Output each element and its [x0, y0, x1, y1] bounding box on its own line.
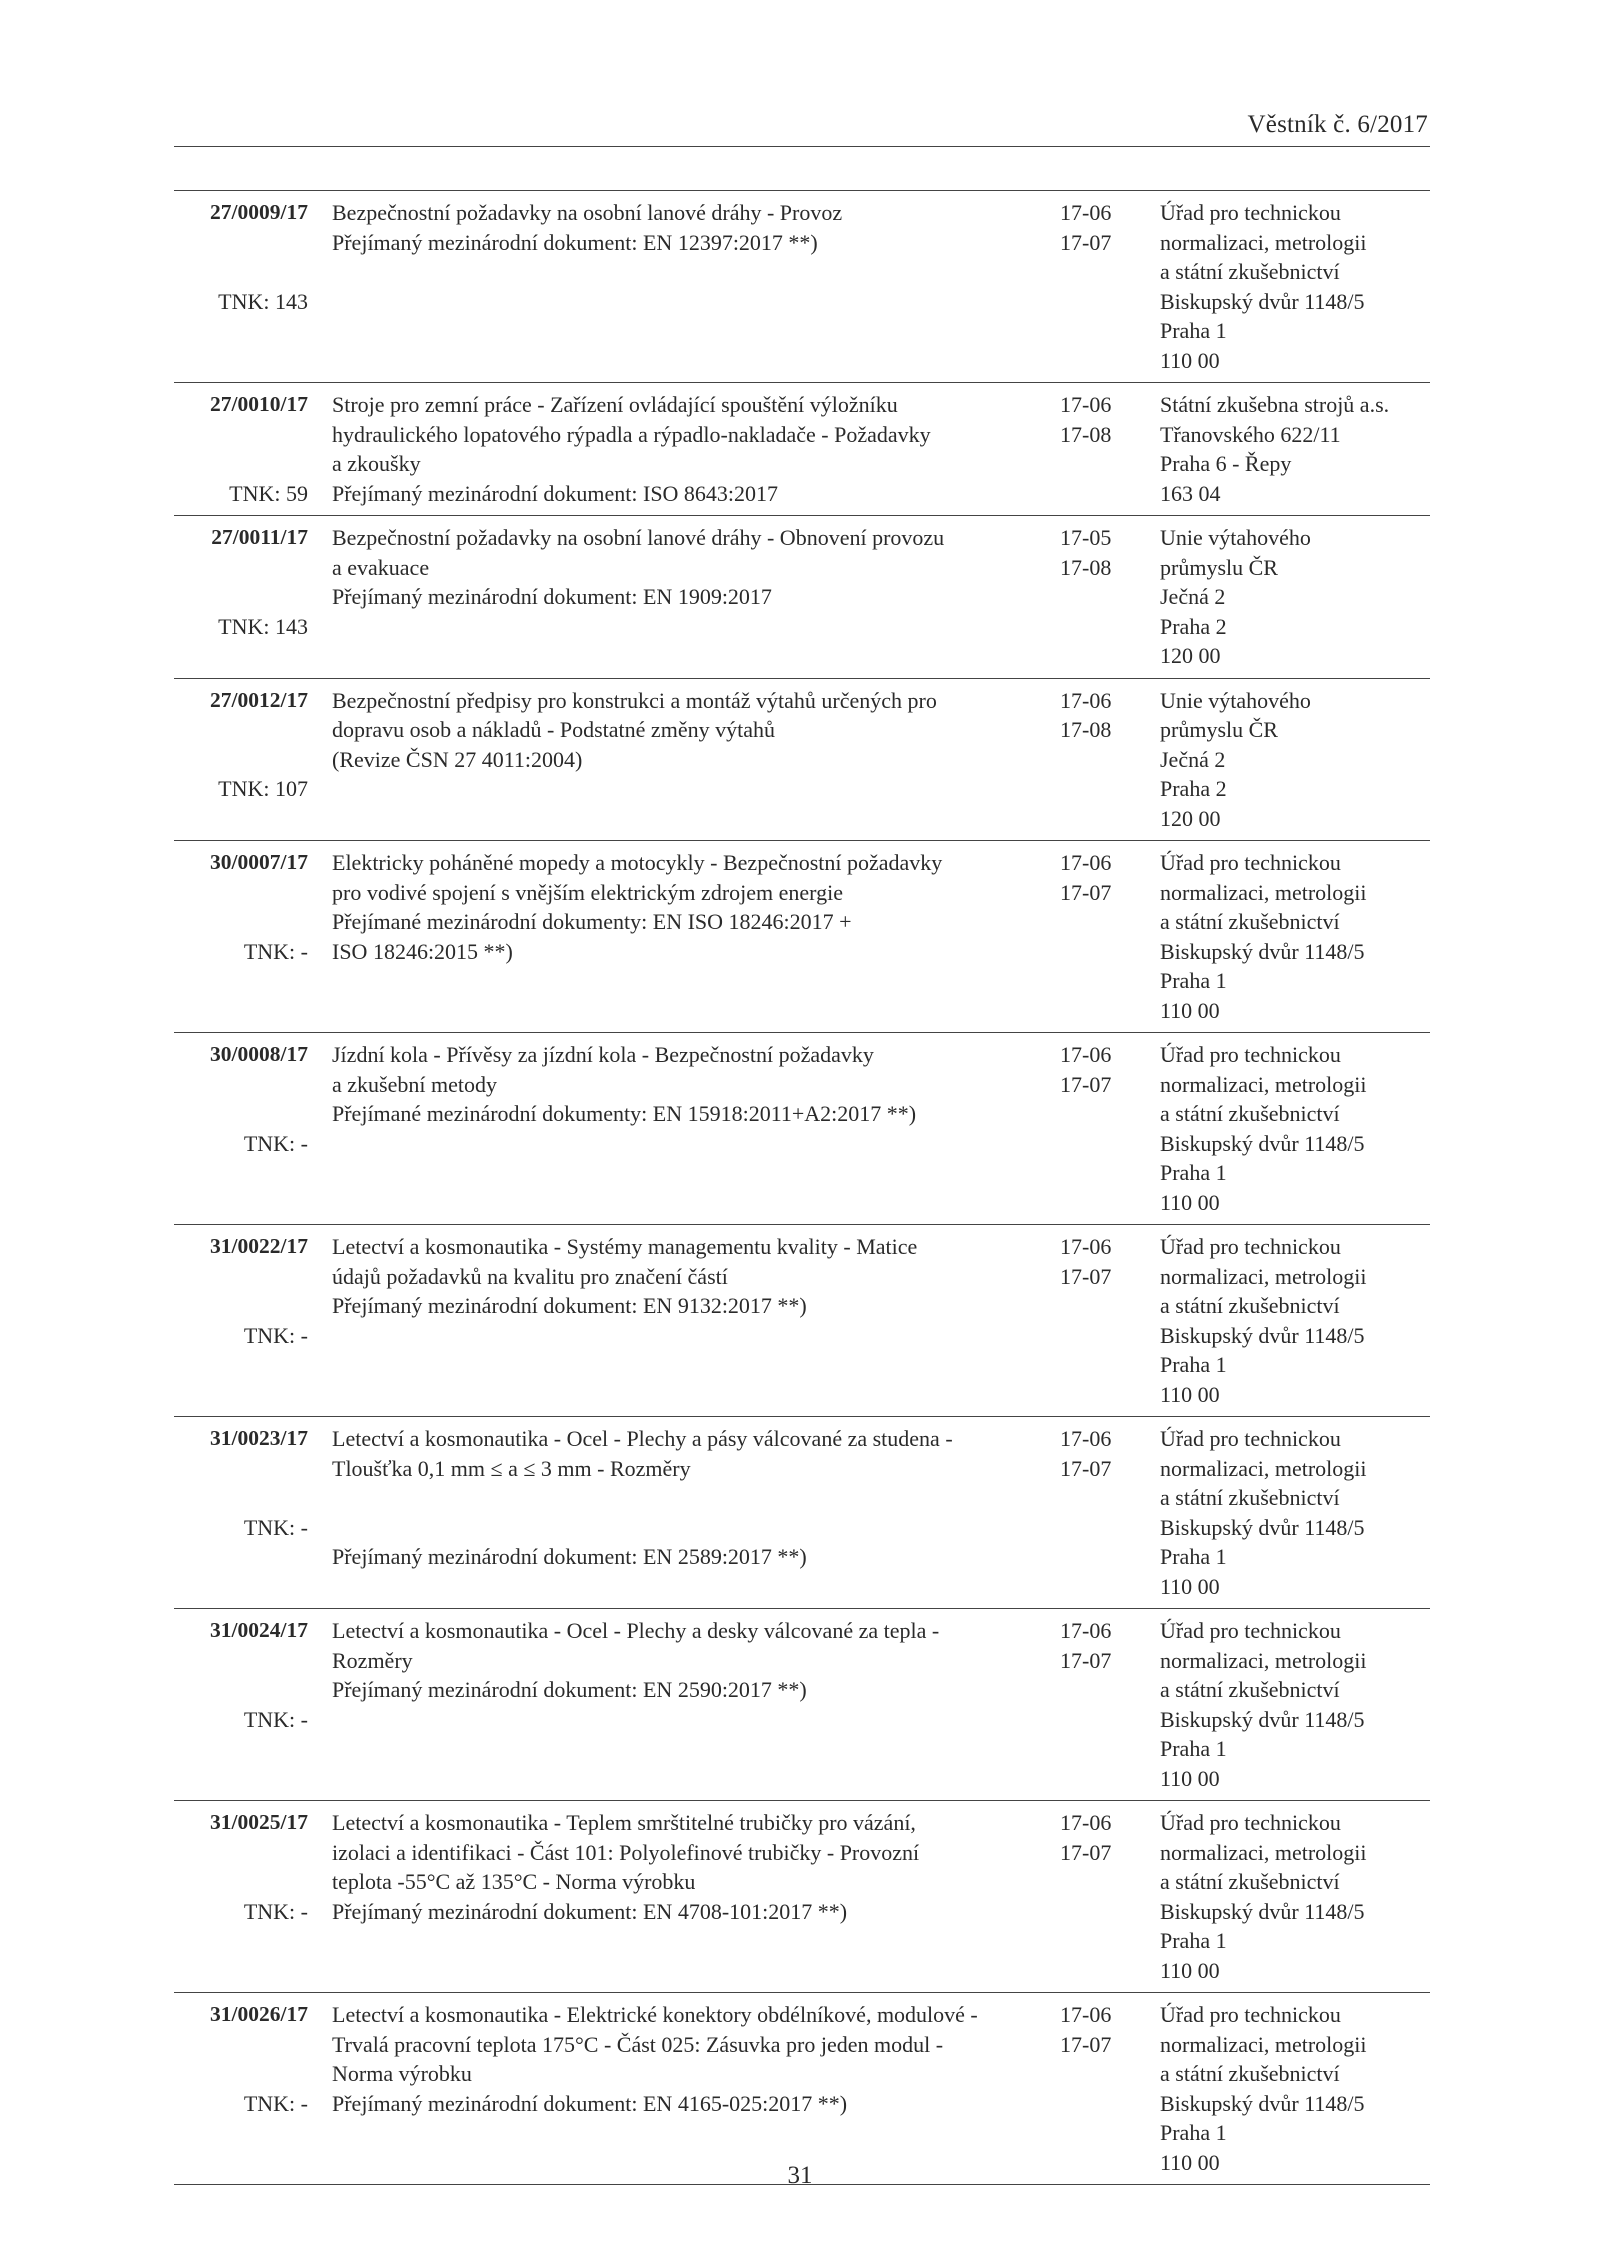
end-date: 17-07 — [1060, 1071, 1112, 1097]
description-line: Přejímaný mezinárodní dokument: EN 2589:2017 **) — [332, 1544, 807, 1569]
description-line: a evakuace — [332, 554, 430, 580]
address-line: Ječná 2 — [1160, 584, 1226, 609]
dates-cell — [1060, 1232, 1130, 1291]
tnk-label: TNK: - — [243, 1514, 308, 1540]
description-line: Stroje pro zemní práce - Zařízení ovládající spouštění výložníku — [332, 392, 898, 417]
dates-cell — [1060, 1808, 1130, 1867]
address-cell — [1160, 2000, 1430, 2177]
address-line: normalizaci, metrologii — [1160, 1071, 1367, 1097]
end-date: 17-07 — [1060, 1455, 1112, 1481]
address-line: normalizaci, metrologii — [1160, 229, 1367, 255]
description-line: Tloušťka 0,1 mm ≤ a ≤ 3 mm - Rozměry — [332, 1455, 691, 1481]
address-line: Úřad pro technickou — [1160, 1810, 1341, 1835]
description-cell — [332, 679, 937, 781]
address-line: Biskupský dvůr 1148/5 — [1160, 288, 1365, 314]
address-line: a státní zkušebnictví — [1160, 1677, 1340, 1702]
description-line: Bezpečnostní požadavky na osobní lanové dráhy - Obnovení provozu — [332, 525, 945, 550]
address-line: Biskupský dvůr 1148/5 — [1160, 1514, 1365, 1540]
start-date: 17-06 — [1060, 1810, 1112, 1835]
address-line: 120 00 — [1160, 805, 1221, 831]
code-cell — [174, 848, 308, 1032]
standard-code: 27/0010/17 — [210, 392, 308, 416]
address-line: Praha 1 — [1160, 1160, 1227, 1185]
address-line: 110 00 — [1160, 1189, 1220, 1215]
description-cell — [332, 191, 902, 263]
description-line: Přejímané mezinárodní dokumenty: EN ISO 18246:2017 + — [332, 909, 852, 934]
end-date: 17-07 — [1060, 1647, 1112, 1673]
description-line: Trvalá pracovní teplota 175°C - Část 025: Zásuvka pro jeden modul - — [332, 2031, 944, 2057]
address-line: normalizaci, metrologii — [1160, 1263, 1367, 1289]
description-line: a zkoušky — [332, 451, 421, 476]
page-header — [174, 108, 1430, 147]
address-line: a státní zkušebnictví — [1160, 1293, 1340, 1318]
address-line: Praha 2 — [1160, 613, 1227, 639]
description-line: (Revize ČSN 27 4011:2004) — [332, 746, 583, 772]
address-line: a státní zkušebnictví — [1160, 909, 1340, 934]
address-line: Praha 1 — [1160, 1544, 1227, 1569]
address-line: Praha 1 — [1160, 968, 1227, 993]
standard-code: 27/0012/17 — [210, 687, 308, 712]
tnk-label: TNK: 59 — [229, 480, 308, 506]
description-line: Elektricky poháněné mopedy a motocykly - Bezpečnostní požadavky — [332, 850, 943, 875]
address-line: normalizaci, metrologii — [1160, 879, 1367, 905]
code-cell — [174, 523, 308, 678]
address-line: Úřad pro technickou — [1160, 1618, 1341, 1643]
address-line: a státní zkušebnictví — [1160, 1101, 1340, 1126]
description-line — [332, 1513, 902, 1543]
end-date: 17-07 — [1060, 879, 1112, 905]
address-line: Biskupský dvůr 1148/5 — [1160, 1898, 1365, 1924]
description-cell — [332, 383, 931, 514]
description-cell — [332, 1417, 953, 1578]
dates-cell — [1060, 2000, 1130, 2059]
end-date: 17-07 — [1060, 229, 1112, 255]
address-line: 110 00 — [1160, 1381, 1220, 1407]
description-line: izolaci a identifikaci - Část 101: Polyolefinové trubičky - Provozní — [332, 1839, 920, 1865]
address-line: Praha 6 - Řepy — [1160, 451, 1292, 476]
description-line: Jízdní kola - Přívěsy za jízdní kola - Bezpečnostní požadavky — [332, 1042, 874, 1067]
code-cell — [174, 686, 308, 841]
address-cell — [1160, 686, 1430, 834]
description-line: ISO 18246:2015 **) — [332, 938, 513, 964]
address-line: 110 00 — [1160, 347, 1220, 373]
address-line: Unie výtahového — [1160, 687, 1311, 713]
end-date: 17-07 — [1060, 1839, 1112, 1865]
address-line: Biskupský dvůr 1148/5 — [1160, 938, 1365, 964]
address-line: Praha 1 — [1160, 1928, 1227, 1953]
address-line: Úřad pro technickou — [1160, 1426, 1341, 1451]
description-line: hydraulického lopatového rýpadla a rýpadlo-nakladače - Požadavky — [332, 421, 931, 447]
description-cell — [332, 1993, 978, 2124]
description-line: Přejímaný mezinárodní dokument: EN 2590:2017 **) — [332, 1677, 807, 1702]
address-line: 120 00 — [1160, 643, 1221, 668]
dates-cell — [1060, 848, 1130, 907]
code-cell — [174, 2000, 308, 2184]
code-cell — [174, 1232, 308, 1416]
standard-code: 31/0023/17 — [210, 1426, 308, 1450]
table-row — [174, 1033, 1430, 1225]
description-cell — [332, 841, 943, 972]
address-line: Úřad pro technickou — [1160, 850, 1341, 875]
start-date: 17-06 — [1060, 1042, 1112, 1067]
table-row — [174, 679, 1430, 842]
dates-cell — [1060, 198, 1130, 257]
table-row — [174, 1609, 1430, 1801]
code-cell — [174, 1616, 308, 1800]
tnk-label: TNK: - — [243, 1706, 308, 1732]
address-line: Praha 2 — [1160, 776, 1227, 801]
address-line: 163 04 — [1160, 480, 1221, 506]
address-line: Praha 1 — [1160, 1736, 1227, 1761]
address-line: 110 00 — [1160, 1573, 1220, 1599]
tnk-label: TNK: 143 — [218, 613, 308, 639]
address-line: normalizaci, metrologii — [1160, 1455, 1367, 1481]
start-date: 17-06 — [1060, 1618, 1112, 1643]
standard-code: 31/0022/17 — [210, 1234, 308, 1258]
address-cell — [1160, 1808, 1430, 1985]
address-line: Biskupský dvůr 1148/5 — [1160, 1130, 1365, 1156]
address-line: normalizaci, metrologii — [1160, 2031, 1367, 2057]
address-line: 110 00 — [1160, 2149, 1220, 2175]
address-line: 110 00 — [1160, 1765, 1220, 1791]
tnk-label: TNK: - — [243, 1898, 308, 1924]
description-line: Přejímaný mezinárodní dokument: EN 12397:2017 **) — [332, 229, 818, 255]
description-line: Bezpečnostní požadavky na osobní lanové dráhy - Provoz — [332, 200, 843, 225]
address-line: průmyslu ČR — [1160, 554, 1278, 580]
address-line: 110 00 — [1160, 997, 1220, 1023]
standard-code: 31/0025/17 — [210, 1810, 308, 1834]
dates-cell — [1060, 390, 1130, 449]
description-cell — [332, 1609, 940, 1711]
description-line: teplota -55°C až 135°C - Norma výrobku — [332, 1869, 696, 1894]
end-date: 17-08 — [1060, 717, 1112, 742]
address-line: Úřad pro technickou — [1160, 1042, 1341, 1067]
description-line: Norma výrobku — [332, 2061, 472, 2086]
standard-code: 31/0026/17 — [210, 2002, 308, 2026]
description-line: Přejímaný mezinárodní dokument: ISO 8643:2017 — [332, 480, 779, 506]
description-line: Letectví a kosmonautika - Elektrické konektory obdélníkové, modulové - — [332, 2002, 978, 2027]
tnk-label: TNK: - — [243, 938, 308, 964]
address-cell — [1160, 1616, 1430, 1793]
tnk-label: TNK: - — [243, 1130, 308, 1156]
standard-code: 27/0011/17 — [211, 525, 308, 549]
start-date: 17-06 — [1060, 2002, 1112, 2027]
address-line: průmyslu ČR — [1160, 717, 1278, 742]
code-cell — [174, 1040, 308, 1224]
description-line: Přejímaný mezinárodní dokument: EN 9132:2017 **) — [332, 1293, 807, 1318]
description-line: Letectví a kosmonautika - Teplem smrštitelné trubičky pro vázání, — [332, 1810, 916, 1835]
tnk-label: TNK: 107 — [218, 776, 308, 801]
address-cell — [1160, 198, 1430, 375]
standard-code: 30/0008/17 — [210, 1042, 308, 1066]
address-line: a státní zkušebnictví — [1160, 259, 1340, 284]
address-line: Biskupský dvůr 1148/5 — [1160, 1322, 1365, 1348]
start-date: 17-06 — [1060, 1426, 1112, 1451]
description-line: Přejímaný mezinárodní dokument: EN 4708-101:2017 **) — [332, 1898, 848, 1924]
address-line: Státní zkušebna strojů a.s. — [1160, 392, 1390, 417]
address-line: Biskupský dvůr 1148/5 — [1160, 2090, 1365, 2116]
description-line: Letectví a kosmonautika - Ocel - Plechy a pásy válcované za studena - — [332, 1426, 953, 1451]
dates-cell — [1060, 523, 1130, 582]
start-date: 17-06 — [1060, 392, 1112, 417]
address-line: Unie výtahového — [1160, 525, 1311, 550]
dates-cell — [1060, 686, 1130, 745]
tnk-label: TNK: 143 — [218, 288, 308, 314]
address-line: Biskupský dvůr 1148/5 — [1160, 1706, 1365, 1732]
standard-code: 30/0007/17 — [210, 850, 308, 874]
code-cell — [174, 390, 308, 515]
address-line: a státní zkušebnictví — [1160, 2061, 1340, 2086]
table-row — [174, 383, 1430, 516]
address-line: Úřad pro technickou — [1160, 2002, 1341, 2027]
journal-title: Věstník č. 6/2017 — [1247, 111, 1428, 138]
table-row — [174, 1225, 1430, 1417]
address-line: Praha 1 — [1160, 2120, 1227, 2145]
description-line: Letectví a kosmonautika - Systémy managementu kvality - Matice — [332, 1234, 918, 1259]
description-line: dopravu osob a nákladů - Podstatné změny výtahů — [332, 717, 775, 742]
dates-cell — [1060, 1424, 1130, 1483]
code-cell — [174, 1424, 308, 1608]
table-row — [174, 841, 1430, 1033]
address-line: 110 00 — [1160, 1957, 1220, 1983]
address-line: Úřad pro technickou — [1160, 1234, 1341, 1259]
description-cell — [332, 1033, 917, 1135]
address-cell — [1160, 848, 1430, 1025]
end-date: 17-08 — [1060, 421, 1112, 447]
tnk-label: TNK: - — [243, 1322, 308, 1348]
description-line: Bezpečnostní předpisy pro konstrukci a montáž výtahů určených pro — [332, 687, 937, 713]
description-line — [332, 1483, 902, 1513]
address-line: Ječná 2 — [1160, 746, 1226, 772]
end-date: 17-07 — [1060, 2031, 1112, 2057]
start-date: 17-06 — [1060, 850, 1112, 875]
code-cell — [174, 198, 308, 382]
address-cell — [1160, 523, 1430, 671]
description-cell — [332, 1801, 920, 1932]
table-row — [174, 1993, 1430, 2185]
address-cell — [1160, 1424, 1430, 1601]
description-line: Přejímané mezinárodní dokumenty: EN 15918:2011+A2:2017 **) — [332, 1101, 917, 1126]
dates-cell — [1060, 1040, 1130, 1099]
description-line: Letectví a kosmonautika - Ocel - Plechy a desky válcované za tepla - — [332, 1618, 940, 1643]
end-date: 17-08 — [1060, 554, 1112, 580]
address-cell — [1160, 1040, 1430, 1217]
dates-cell — [1060, 1616, 1130, 1675]
description-line: pro vodivé spojení s vnějším elektrickým zdrojem energie — [332, 879, 843, 905]
code-cell — [174, 1808, 308, 1992]
standard-code: 27/0009/17 — [210, 200, 308, 224]
address-line: Praha 1 — [1160, 1352, 1227, 1377]
standards-table — [174, 190, 1430, 2185]
table-row — [174, 516, 1430, 679]
description-cell — [332, 1225, 918, 1327]
description-cell — [332, 516, 945, 618]
address-line: Úřad pro technickou — [1160, 200, 1341, 225]
description-line: Přejímaný mezinárodní dokument: EN 1909:2017 — [332, 584, 772, 609]
table-row — [174, 1801, 1430, 1993]
start-date: 17-05 — [1060, 525, 1112, 550]
start-date: 17-06 — [1060, 687, 1112, 713]
description-line: a zkušební metody — [332, 1071, 497, 1097]
start-date: 17-06 — [1060, 1234, 1112, 1259]
description-line: Rozměry — [332, 1647, 413, 1673]
address-line: Třanovského 622/11 — [1160, 421, 1341, 447]
address-line: normalizaci, metrologii — [1160, 1839, 1367, 1865]
tnk-label: TNK: - — [243, 2090, 308, 2116]
address-line: a státní zkušebnictví — [1160, 1869, 1340, 1894]
address-line: normalizaci, metrologii — [1160, 1647, 1367, 1673]
end-date: 17-07 — [1060, 1263, 1112, 1289]
address-cell — [1160, 390, 1430, 508]
start-date: 17-06 — [1060, 200, 1112, 225]
page-number: 31 — [787, 2162, 813, 2189]
table-row — [174, 191, 1430, 383]
table-row — [174, 1417, 1430, 1609]
address-cell — [1160, 1232, 1430, 1409]
description-line: Přejímaný mezinárodní dokument: EN 4165-025:2017 **) — [332, 2090, 848, 2116]
address-line: Praha 1 — [1160, 318, 1227, 343]
address-line: a státní zkušebnictví — [1160, 1485, 1340, 1510]
standard-code: 31/0024/17 — [210, 1618, 308, 1642]
description-line: údajů požadavků na kvalitu pro značení částí — [332, 1263, 728, 1289]
